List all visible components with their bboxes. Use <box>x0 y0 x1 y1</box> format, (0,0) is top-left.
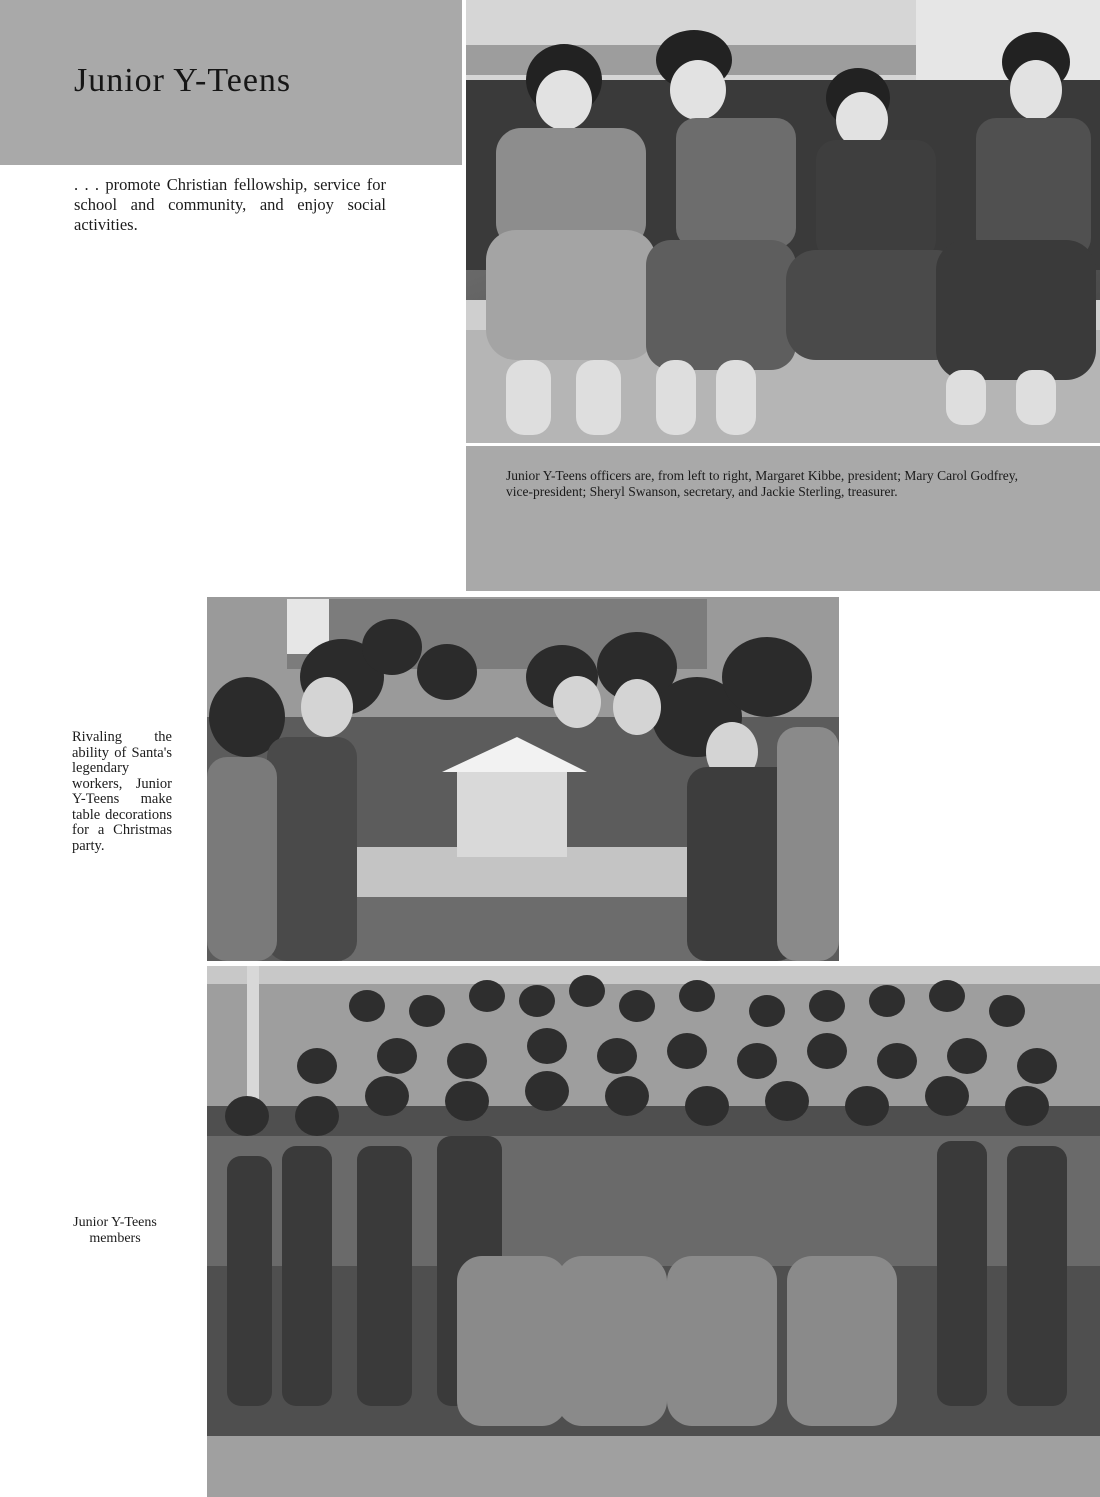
officers-photo <box>466 0 1100 443</box>
title-banner <box>0 0 462 165</box>
members-caption: Junior Y-Teens members <box>73 1215 157 1246</box>
officers-caption: Junior Y-Teens officers are, from left to right, Margaret Kibbe, president; Mary Carol Godfrey, vice-president; Sheryl Swanson, secretary, and Jackie Sterling, treasurer. <box>506 468 1018 499</box>
decorations-caption: Rivaling the ability of Santa's legendary workers, Junior Y-Teens make table decorations for a Christmas party. <box>72 729 172 854</box>
officers-caption-box <box>466 446 1100 591</box>
decorations-photo <box>207 597 839 961</box>
page-title: Junior Y-Teens <box>74 62 292 99</box>
members-photo <box>207 966 1100 1497</box>
intro-text: . . . promote Christian fellowship, service for school and community, and enjoy social activities. <box>74 175 386 234</box>
